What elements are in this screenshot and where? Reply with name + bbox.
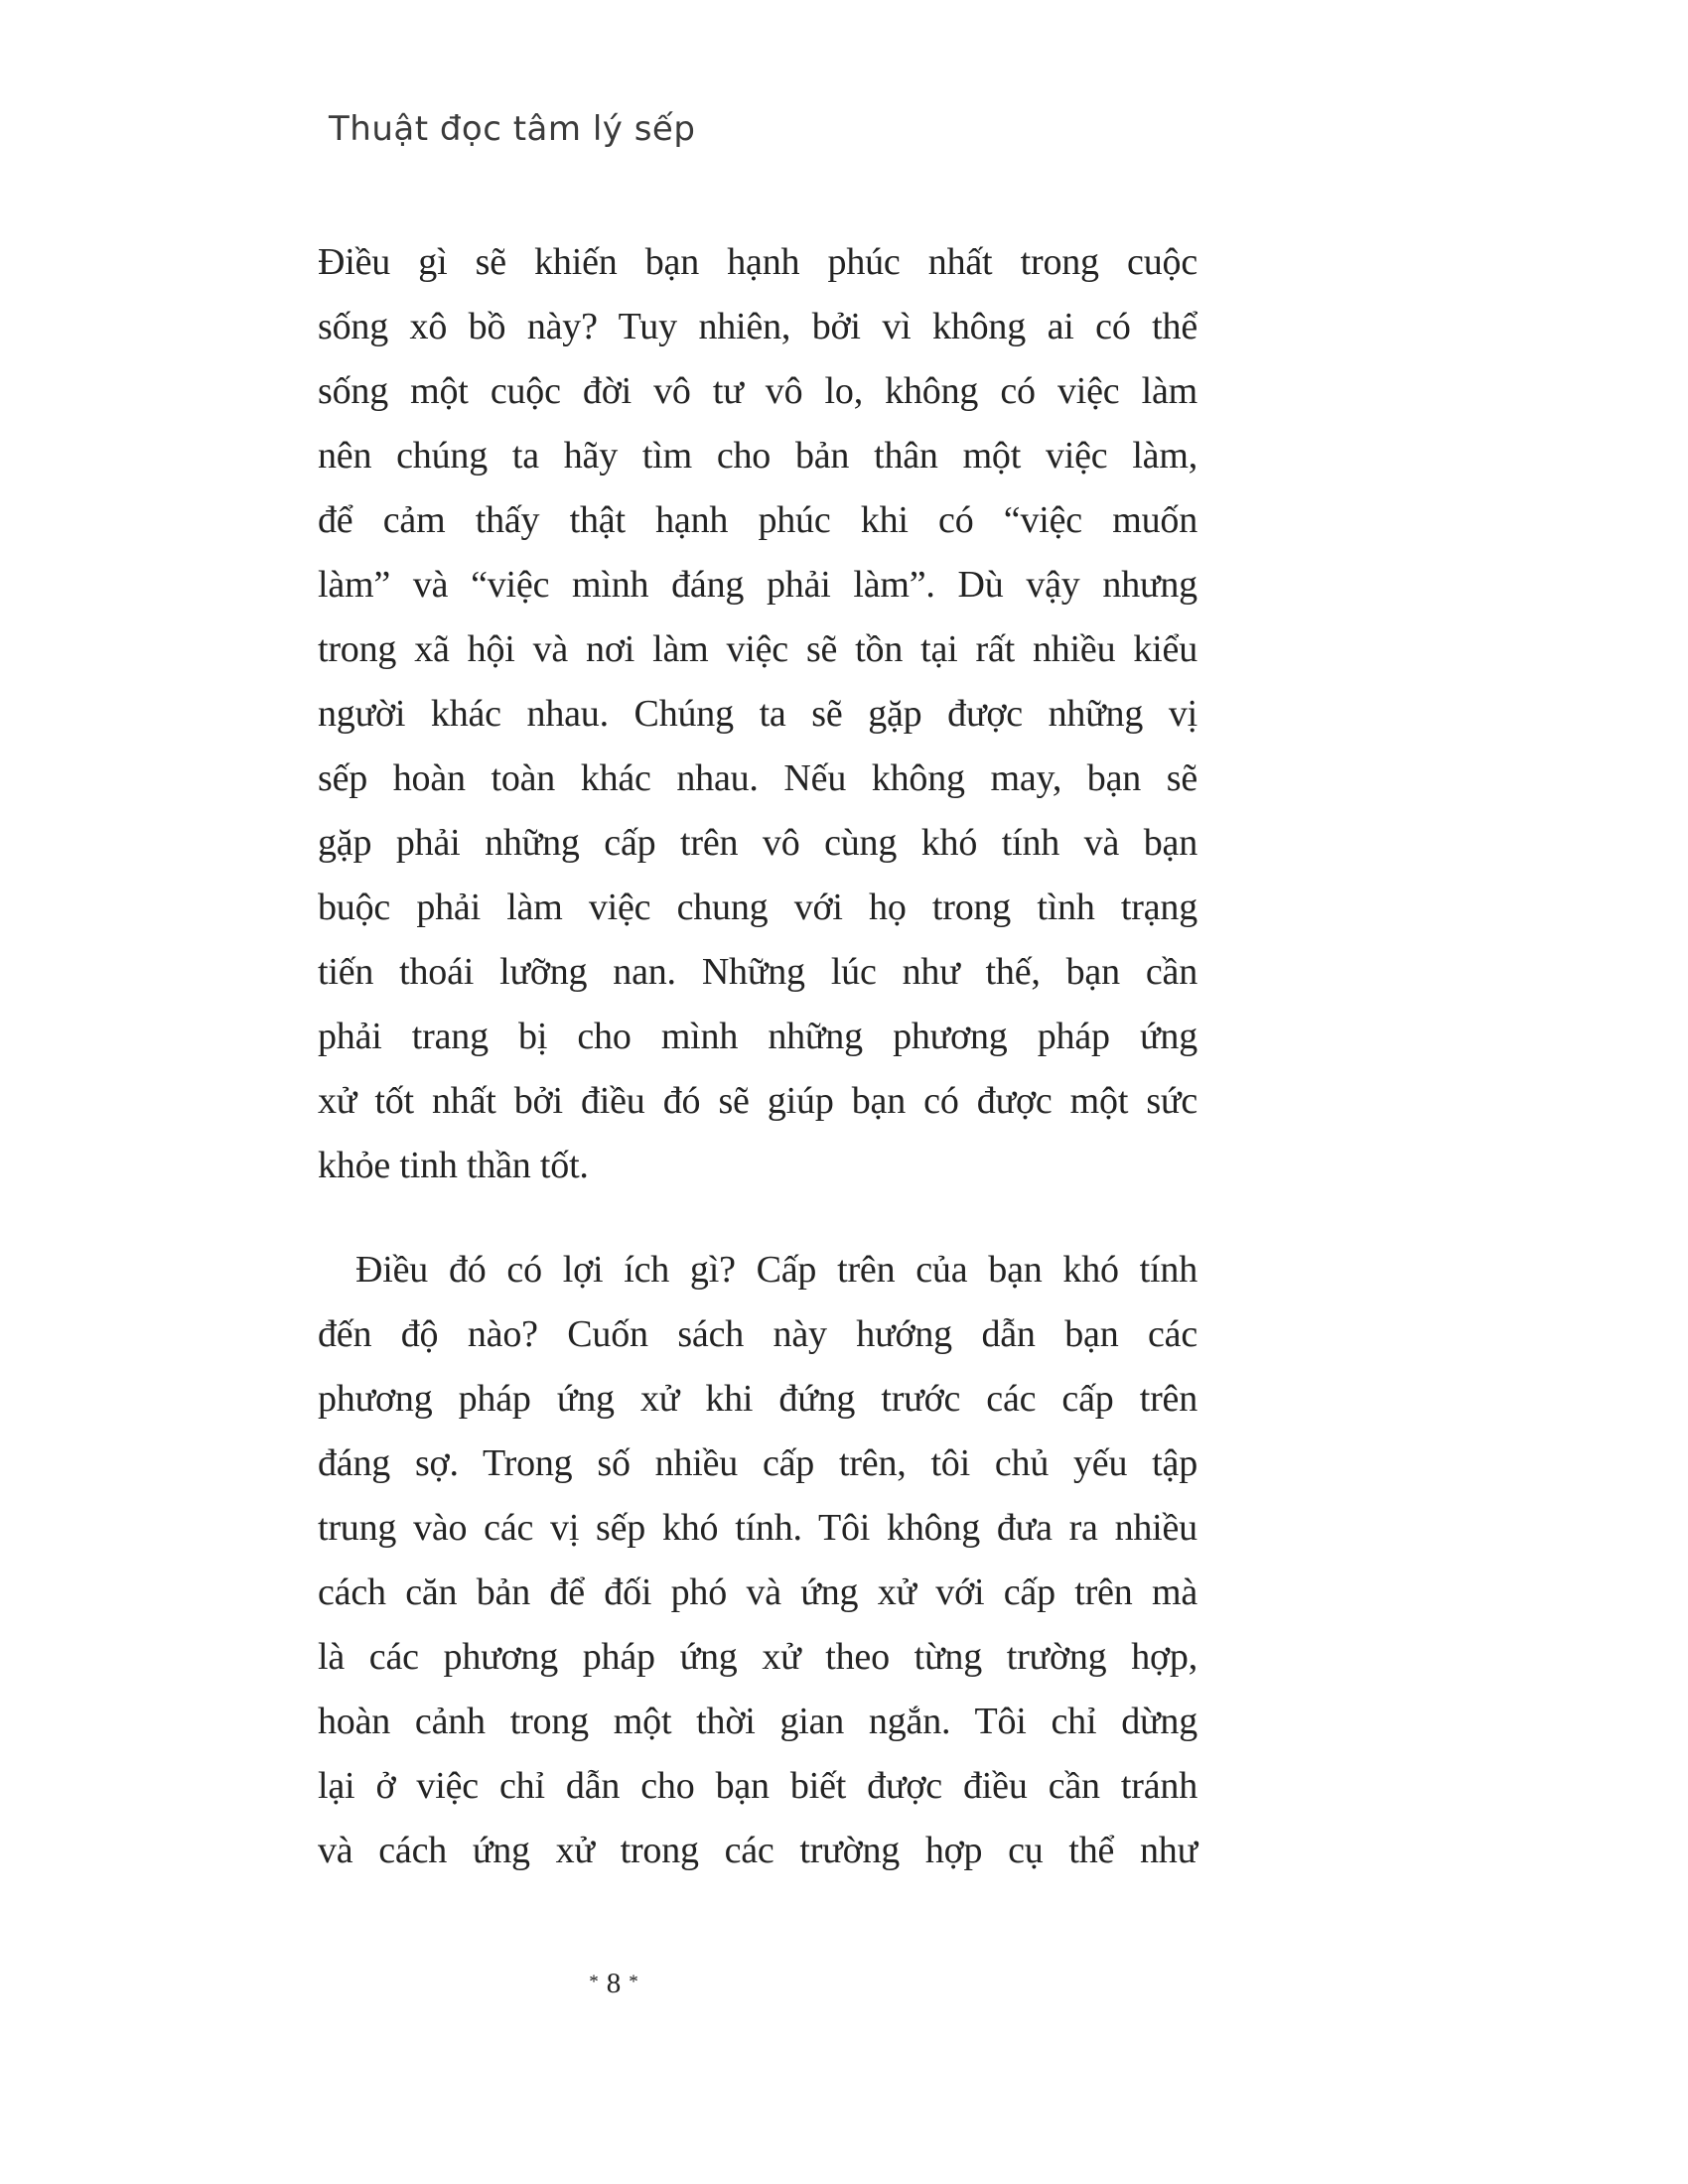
text-line: gặp phải những cấp trên vô cùng khó tính và bạn xyxy=(318,822,1197,864)
folio-right-asterisk-icon: * xyxy=(629,1972,638,1992)
text-line: Điều đó có lợi ích gì? Cấp trên của bạn khó tính xyxy=(355,1249,1197,1291)
text-line: phải trang bị cho mình những phương pháp ứng xyxy=(318,1016,1197,1057)
text-line: sống xô bồ này? Tuy nhiên, bởi vì không ai có thể xyxy=(318,306,1197,347)
text-line: phương pháp ứng xử khi đứng trước các cấp trên xyxy=(318,1378,1197,1420)
text-line: nên chúng ta hãy tìm cho bản thân một việc làm, xyxy=(318,435,1197,477)
text-line: trong xã hội và nơi làm việc sẽ tồn tại rất nhiều kiểu xyxy=(318,628,1197,670)
text-line: hoàn cảnh trong một thời gian ngắn. Tôi chỉ dừng xyxy=(318,1701,1197,1742)
page-footer xyxy=(568,1968,659,2000)
folio-left-asterisk-icon: * xyxy=(589,1972,599,1992)
text-line: xử tốt nhất bởi điều đó sẽ giúp bạn có được một sức xyxy=(318,1080,1197,1122)
text-line: cách căn bản để đối phó và ứng xử với cấp trên mà xyxy=(318,1571,1197,1613)
text-line: sếp hoàn toàn khác nhau. Nếu không may, bạn sẽ xyxy=(318,757,1197,799)
text-line: để cảm thấy thật hạnh phúc khi có “việc muốn xyxy=(318,499,1197,541)
text-line: đáng sợ. Trong số nhiều cấp trên, tôi chủ yếu tập xyxy=(318,1442,1197,1484)
text-line: trung vào các vị sếp khó tính. Tôi không đưa ra nhiều xyxy=(318,1507,1197,1549)
text-line: buộc phải làm việc chung với họ trong tình trạng xyxy=(318,887,1197,928)
running-header: Thuật đọc tâm lý sếp xyxy=(329,109,696,149)
text-line: tiến thoái lưỡng nan. Những lúc như thế, bạn cần xyxy=(318,951,1197,993)
text-line: người khác nhau. Chúng ta sẽ gặp được những vị xyxy=(318,693,1197,735)
text-block xyxy=(318,230,1197,1883)
text-line: sống một cuộc đời vô tư vô lo, không có việc làm xyxy=(318,370,1197,412)
paragraph xyxy=(318,230,1197,1198)
paragraph xyxy=(318,1238,1197,1883)
text-line: lại ở việc chỉ dẫn cho bạn biết được điều cần tránh xyxy=(318,1765,1197,1807)
page-number: 8 xyxy=(606,1968,622,1999)
text-line: và cách ứng xử trong các trường hợp cụ thể như xyxy=(318,1830,1197,1871)
text-line: làm” và “việc mình đáng phải làm”. Dù vậy nhưng xyxy=(318,564,1197,606)
text-line: đến độ nào? Cuốn sách này hướng dẫn bạn các xyxy=(318,1313,1197,1355)
text-line: Điều gì sẽ khiến bạn hạnh phúc nhất trong cuộc xyxy=(318,241,1197,283)
text-line: là các phương pháp ứng xử theo từng trường hợp, xyxy=(318,1636,1197,1678)
text-line: khỏe tinh thần tốt. xyxy=(318,1145,589,1186)
